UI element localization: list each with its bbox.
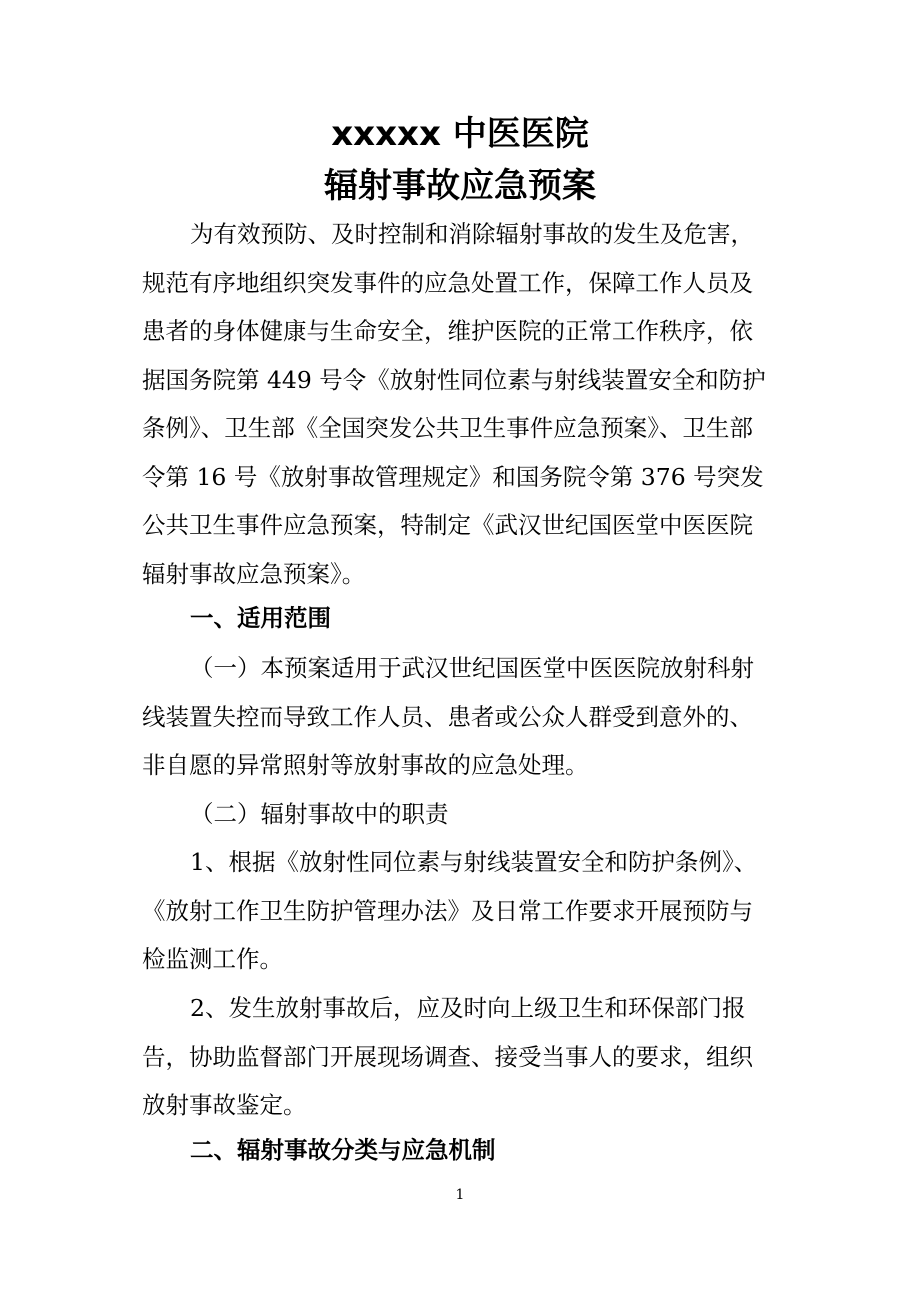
intro-line: 辐射事故应急预案》。 <box>142 559 366 588</box>
section-heading-scope: 一、适用范围 <box>190 604 331 632</box>
section-heading-classification: 二、辐射事故分类与应急机制 <box>190 1136 496 1164</box>
document-title-plan: 辐射事故应急预案 <box>324 166 596 206</box>
intro-line: 患者的身体健康与生命安全，维护医院的正常工作秩序，依 <box>142 317 753 345</box>
duty-item-line: 2、发生放射事故后，应及时向上级卫生和环保部门报 <box>190 994 746 1022</box>
intro-line: 令第 16 号《放射事故管理规定》和国务院令第 376 号突发 <box>142 462 764 491</box>
scope-paragraph <box>142 644 792 790</box>
intro-line: 公共卫生事件应急预案，特制定《武汉世纪国医堂中医医院 <box>142 511 753 539</box>
duties-subheading <box>142 790 792 839</box>
intro-paragraph <box>142 210 792 598</box>
scope-line: （一）本预案适用于武汉世纪国医堂中医医院放射科射 <box>190 654 754 682</box>
duty-item-line: 告，协助监督部门开展现场调查、接受当事人的要求，组织 <box>142 1042 753 1071</box>
intro-line: 据国务院第 449 号令《放射性同位素与射线装置安全和防护 <box>142 365 766 394</box>
intro-line: 为有效预防、及时控制和消除辐射事故的发生及危害， <box>190 220 754 248</box>
duty-item-2 <box>142 984 792 1130</box>
intro-line: 规范有序地组织突发事件的应急处置工作，保障工作人员及 <box>142 268 753 297</box>
duty-item-line: 1、根据《放射性同位素与射线装置安全和防护条例》、 <box>190 848 758 876</box>
scope-line: 非自愿的异常照射等放射事故的应急处理。 <box>142 751 589 779</box>
duty-item-line: 《放射工作卫生防护管理办法》及日常工作要求开展预防与 <box>142 896 753 925</box>
page-number: 1 <box>455 1187 465 1203</box>
document-title-hospital: xxxxx 中医医院 <box>331 114 589 154</box>
duties-label: （二）辐射事故中的职责 <box>190 800 449 828</box>
duty-item-line: 检监测工作。 <box>142 945 283 973</box>
duty-item-1 <box>142 838 792 984</box>
duty-item-line: 放射事故鉴定。 <box>142 1091 307 1119</box>
intro-line: 条例》、卫生部《全国突发公共卫生事件应急预案》、卫生部 <box>142 414 753 442</box>
scope-line: 线装置失控而导致工作人员、患者或公众人群受到意外的、 <box>142 702 753 731</box>
